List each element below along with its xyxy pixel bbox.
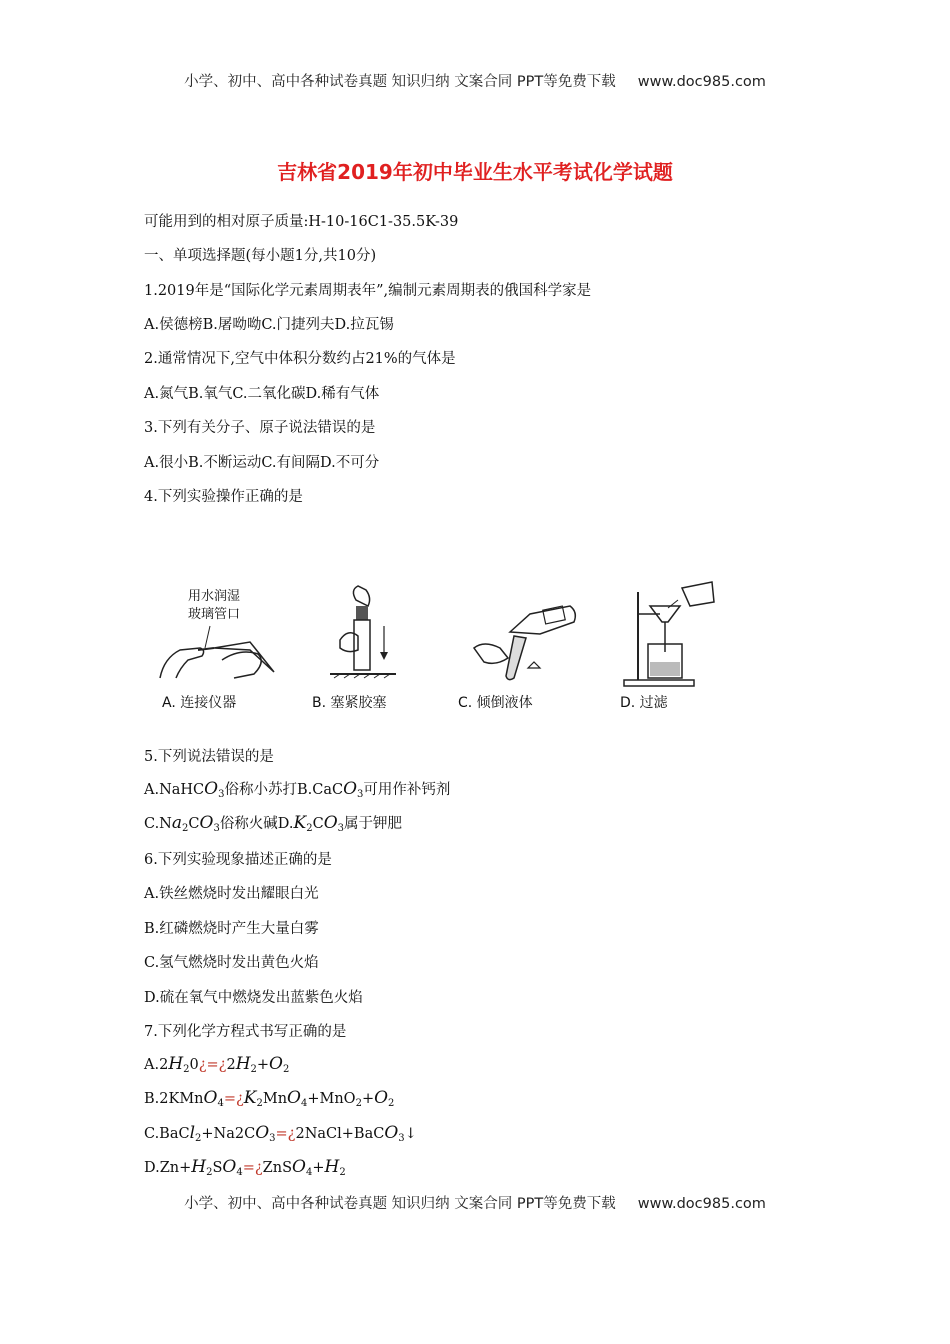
down-arrow-icon: ↓ xyxy=(404,1126,417,1142)
q6-option-d: D.硫在氧气中燃烧发出蓝紫色火焰 xyxy=(144,990,363,1006)
figure-b-drawing xyxy=(310,578,400,688)
section-heading: 一、单项选择题(每小题1分,共10分) xyxy=(144,248,377,264)
q7-option-c: $C.BaCl_2+Na2CO_3=¿2NaCl+BaCO_3↓$ xyxy=(144,1123,417,1144)
figure-c-pour xyxy=(458,578,590,711)
figure-c-drawing xyxy=(470,578,590,688)
header-text: 小学、初中、高中各种试卷真题 知识归纳 文案合同 PPT等免费下载 xyxy=(184,74,616,90)
q7-option-a: $A.2H_20¿=¿2H_2+O_2$ xyxy=(144,1054,290,1075)
page-footer xyxy=(0,1192,950,1213)
page-header xyxy=(0,70,950,91)
q1-options: A.侯德榜B.屠呦呦C.门捷列夫D.拉瓦锡 xyxy=(144,317,394,333)
q6-option-b: B.红磷燃烧时产生大量白雾 xyxy=(144,921,319,937)
q1-stem: 1.2019年是“国际化学元素周期表年”,编制元素周期表的俄国科学家是 xyxy=(144,283,592,299)
q5-stem: 5.下列说法错误的是 xyxy=(144,749,274,765)
q2-options: A.氮气B.氧气C.二氧化碳D.稀有气体 xyxy=(144,386,380,402)
q7-option-b: $B.2KMnO_4=¿K_2MnO_4+MnO_2+O_2$ xyxy=(144,1088,395,1109)
q4-stem: 4.下列实验操作正确的是 xyxy=(144,489,303,505)
q3-options: A.很小B.不断运动C.有间隔D.不可分 xyxy=(144,455,380,471)
figure-d-filter xyxy=(620,578,730,711)
q4-figure xyxy=(150,578,730,718)
page-title: 吉林省2019年初中毕业生水平考试化学试题 xyxy=(277,160,673,184)
q6-option-a: A.铁丝燃烧时发出耀眼白光 xyxy=(144,886,319,902)
footer-text: 小学、初中、高中各种试卷真题 知识归纳 文案合同 PPT等免费下载 xyxy=(184,1196,616,1212)
figure-a-note: 用水润湿 玻璃管口 xyxy=(188,589,241,622)
header-site-link[interactable]: www.doc985.com xyxy=(637,74,766,90)
q7-option-d: $D.Zn+H_2SO_4=¿ZnSO_4+H_2$ xyxy=(144,1157,346,1178)
figure-a-connect xyxy=(150,578,280,711)
figure-d-caption: D. 过滤 xyxy=(620,695,668,711)
q6-stem: 6.下列实验现象描述正确的是 xyxy=(144,852,332,868)
figure-b-stopper xyxy=(310,578,400,711)
figure-b-caption: B. 塞紧胶塞 xyxy=(312,695,387,711)
footer-site-link[interactable]: www.doc985.com xyxy=(637,1196,766,1212)
q5-options-ab: A.NaHCO$_3$俗称小苏打B.CaCO$_3$可用作补钙剂 xyxy=(144,779,451,800)
figure-a-caption: A. 连接仪器 xyxy=(162,695,237,711)
q6-option-c: C.氢气燃烧时发出黄色火焰 xyxy=(144,955,319,971)
figure-c-caption: C. 倾倒液体 xyxy=(458,695,533,711)
figure-d-drawing xyxy=(620,578,730,688)
atomic-mass-line: 可能用到的相对原子质量:H-10-16C1-35.5K-39 xyxy=(144,214,459,230)
q5-options-cd: $C.Na_2CO_3$俗称火碱$D.K_2CO_3$属于钾肥 xyxy=(144,813,403,834)
q3-stem: 3.下列有关分子、原子说法错误的是 xyxy=(144,420,376,436)
q2-stem: 2.通常情况下,空气中体积分数约占21%的气体是 xyxy=(144,351,456,367)
q7-stem: 7.下列化学方程式书写正确的是 xyxy=(144,1024,347,1040)
